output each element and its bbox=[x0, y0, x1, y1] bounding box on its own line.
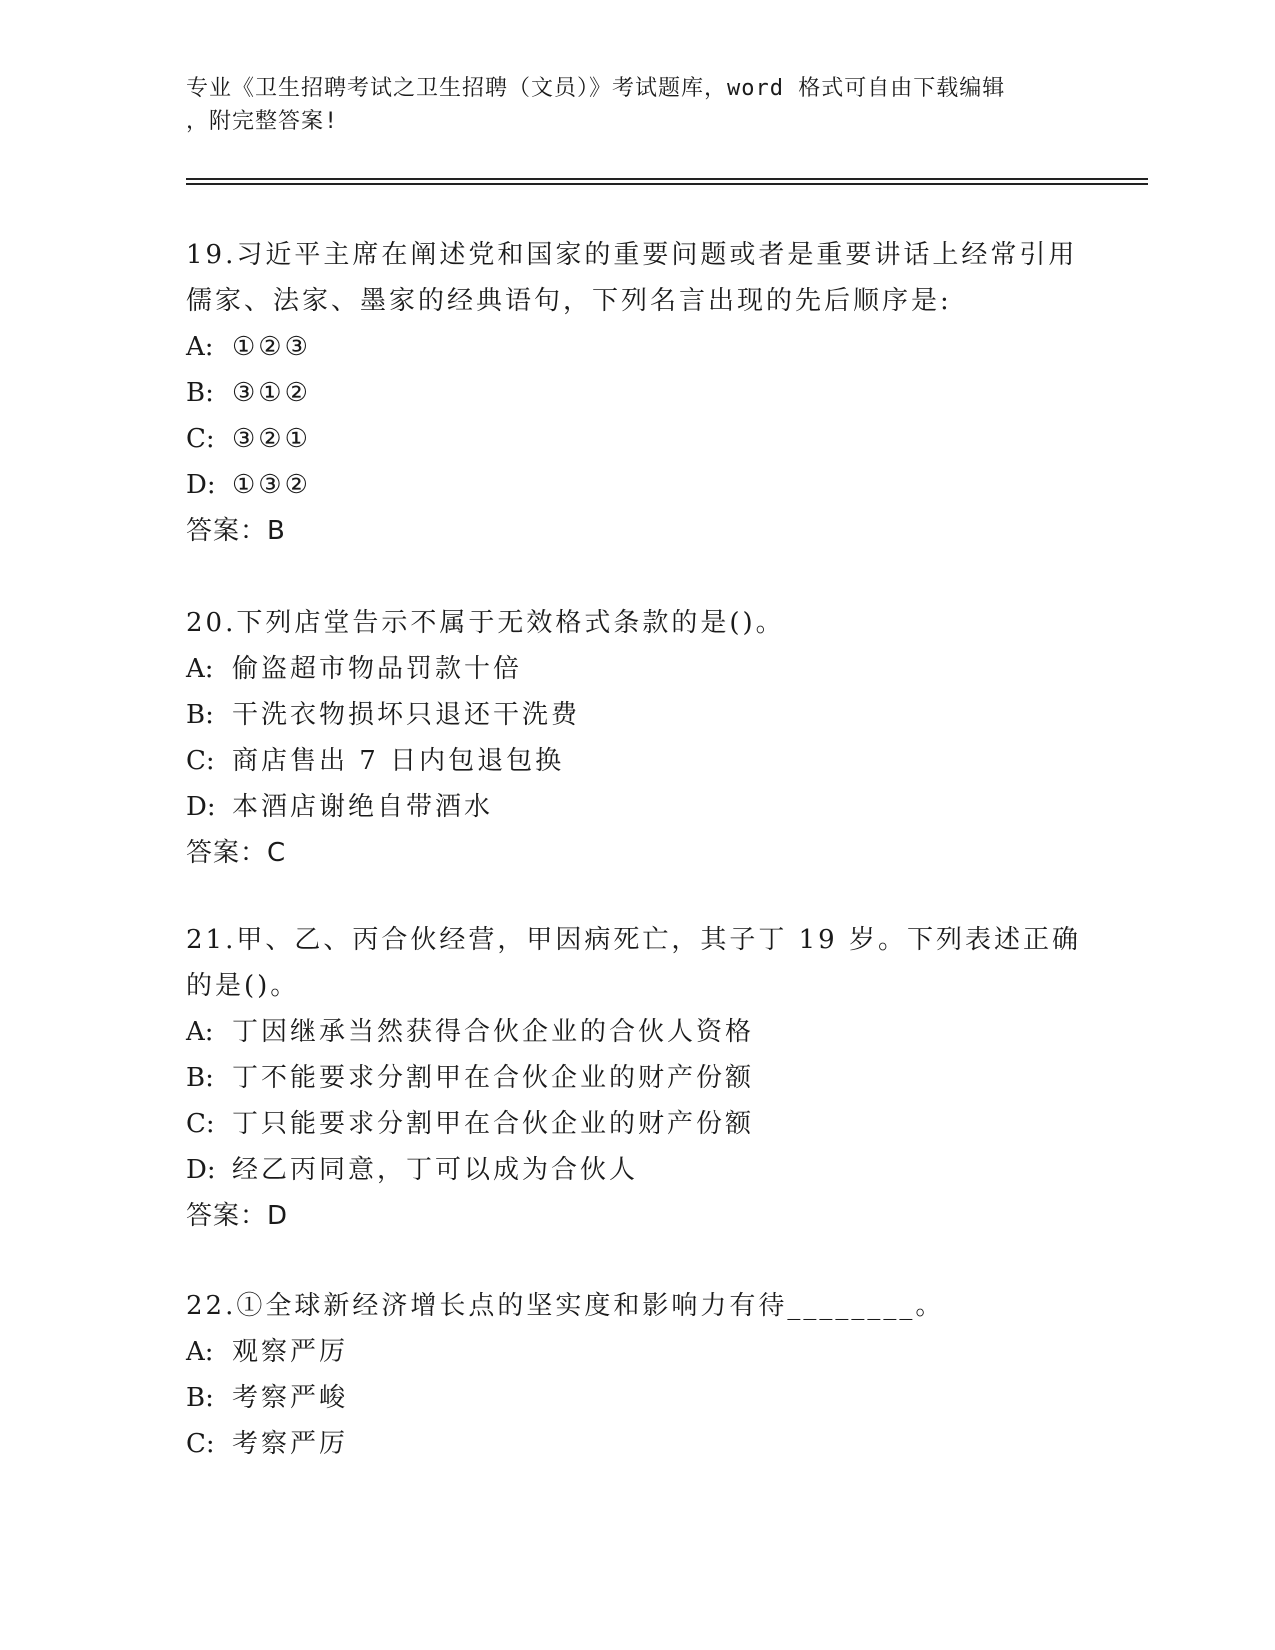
option-text: 考察严峻 bbox=[232, 1383, 349, 1413]
header-line-1: 专业《卫生招聘考试之卫生招聘（文员）》考试题库，word 格式可自由下载编辑 bbox=[186, 76, 1006, 101]
option-c bbox=[186, 416, 1086, 462]
option-text: 观察严厉 bbox=[232, 1337, 349, 1367]
option-letter: B: bbox=[186, 1383, 214, 1413]
option-text: 经乙丙同意，丁可以成为合伙人 bbox=[232, 1155, 639, 1185]
option-letter: C: bbox=[186, 746, 215, 776]
header-divider-bottom bbox=[186, 183, 1148, 185]
answer-line: 答案：B bbox=[186, 516, 286, 546]
option-text: 考察严厉 bbox=[232, 1429, 349, 1459]
question-stem-line: 22.①全球新经济增长点的坚实度和影响力有待________。 bbox=[186, 1291, 945, 1321]
header-line-2: ，附完整答案! bbox=[186, 109, 339, 134]
question-22 bbox=[186, 1283, 1086, 1467]
option-a bbox=[186, 324, 1086, 370]
option-letter: A: bbox=[186, 1337, 214, 1367]
option-c bbox=[186, 1101, 1086, 1147]
option-letter: C: bbox=[186, 1429, 215, 1459]
question-stem-line: 儒家、法家、墨家的经典语句，下列名言出现的先后顺序是: bbox=[186, 286, 952, 316]
option-b bbox=[186, 370, 1086, 416]
answer-line: 答案：D bbox=[186, 1201, 289, 1231]
option-text: 本酒店谢绝自带酒水 bbox=[232, 792, 494, 822]
question-stem-line: 21.甲、乙、丙合伙经营，甲因病死亡，其子丁 19 岁。下列表述正确 bbox=[186, 925, 1081, 955]
question-stem-line: 20.下列店堂告示不属于无效格式条款的是()。 bbox=[186, 608, 785, 638]
option-d bbox=[186, 462, 1086, 508]
option-text: 商店售出 7 日内包退包换 bbox=[232, 746, 565, 776]
option-text: ①③② bbox=[232, 470, 311, 500]
question-19 bbox=[186, 232, 1086, 554]
option-d bbox=[186, 1147, 1086, 1193]
option-letter: A: bbox=[186, 654, 214, 684]
option-b bbox=[186, 692, 1086, 738]
option-a bbox=[186, 1009, 1086, 1055]
question-21 bbox=[186, 917, 1086, 1239]
question-20 bbox=[186, 600, 1086, 876]
question-stem-line: 的是()。 bbox=[186, 971, 300, 1001]
option-text: 丁不能要求分割甲在合伙企业的财产份额 bbox=[232, 1063, 755, 1093]
option-letter: D: bbox=[186, 1155, 216, 1185]
option-letter: B: bbox=[186, 378, 214, 408]
option-text: ③②① bbox=[232, 424, 311, 454]
option-d bbox=[186, 784, 1086, 830]
option-text: 干洗衣物损坏只退还干洗费 bbox=[232, 700, 581, 730]
option-b bbox=[186, 1375, 1086, 1421]
option-a bbox=[186, 1329, 1086, 1375]
option-letter: A: bbox=[186, 1017, 214, 1047]
option-b bbox=[186, 1055, 1086, 1101]
question-stem-line: 19.习近平主席在阐述党和国家的重要问题或者是重要讲话上经常引用 bbox=[186, 240, 1078, 270]
option-a bbox=[186, 646, 1086, 692]
option-text: 丁因继承当然获得合伙企业的合伙人资格 bbox=[232, 1017, 755, 1047]
option-letter: B: bbox=[186, 700, 214, 730]
option-text: 丁只能要求分割甲在合伙企业的财产份额 bbox=[232, 1109, 755, 1139]
option-text: ③①② bbox=[232, 378, 311, 408]
option-letter: C: bbox=[186, 1109, 215, 1139]
option-letter: A: bbox=[186, 332, 214, 362]
option-text: ①②③ bbox=[232, 332, 311, 362]
option-text: 偷盗超市物品罚款十倍 bbox=[232, 654, 523, 684]
option-c bbox=[186, 738, 1086, 784]
option-letter: D: bbox=[186, 470, 216, 500]
answer-line: 答案：C bbox=[186, 838, 287, 868]
document-header bbox=[186, 72, 1086, 138]
option-letter: C: bbox=[186, 424, 215, 454]
option-letter: D: bbox=[186, 792, 216, 822]
header-divider-top bbox=[186, 178, 1148, 180]
option-c bbox=[186, 1421, 1086, 1467]
option-letter: B: bbox=[186, 1063, 214, 1093]
